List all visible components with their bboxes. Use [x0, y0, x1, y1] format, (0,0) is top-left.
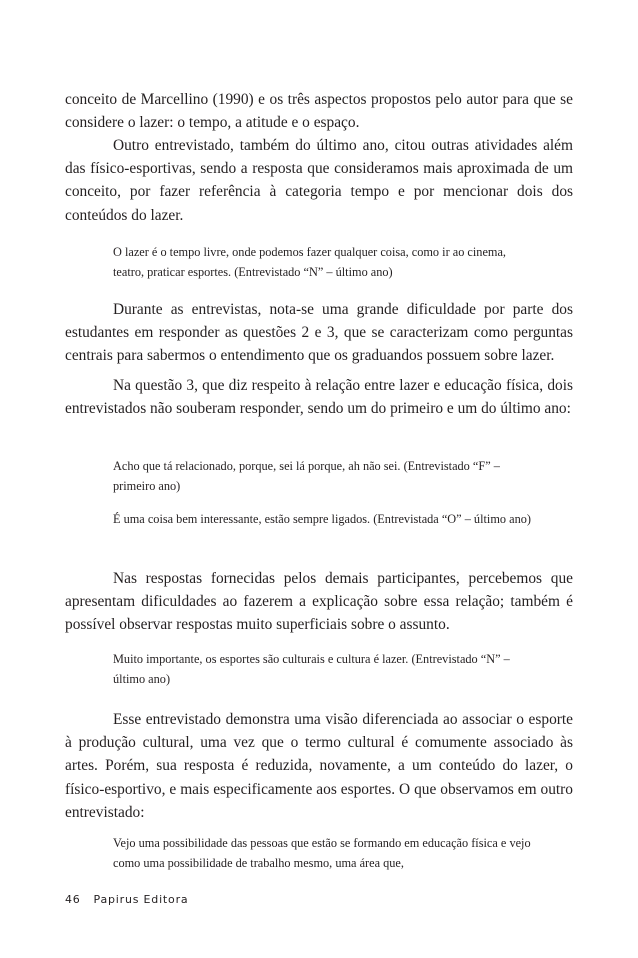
publisher-name: Papirus Editora	[93, 893, 189, 906]
quote-1: O lazer é o tempo livre, onde podemos fazer qualquer coisa, como ir ao cinema, teatro, praticar esportes. (Entrevistado “N” – último ano)	[113, 245, 507, 279]
quote-2: Acho que tá relacionado, porque, sei lá porque, ah não sei. (Entrevistado “F” – primeiro ano)	[113, 459, 500, 493]
paragraph-2: Outro entrevistado, também do último ano, citou outras atividades além das físico-esportivas, sendo a resposta que consideramos mais aproximada de um conceito, por fazer referência à categoria tempo e por mencionar dois dos conteúdos do lazer.	[65, 137, 573, 224]
page-number: 46	[65, 893, 81, 906]
quote-5: Vejo uma possibilidade das pessoas que estão se formando em educação física e vejo como uma possibilidade de trabalho mesmo, uma área que,	[113, 836, 531, 870]
quote-3: É uma coisa bem interessante, estão sempre ligados. (Entrevistada “O” – último ano)	[113, 512, 531, 526]
quote-4: Muito importante, os esportes são culturais e cultura é lazer. (Entrevistado “N” – último ano)	[113, 652, 510, 686]
paragraph-1: conceito de Marcellino (1990) e os três aspectos propostos pelo autor para que se considere o lazer: o tempo, a atitude e o espaço.	[65, 91, 573, 132]
paragraph-6: Esse entrevistado demonstra uma visão diferenciada ao associar o esporte à produção cultural, uma vez que o termo cultural é comumente associado às artes. Porém, sua resposta é reduzida, novamente, a um conteúdo do lazer, o físico-esportivo, e mais especificamente aos esportes. O que observamos em outro entrevistado:	[65, 711, 573, 821]
paragraph-3: Durante as entrevistas, nota-se uma grande dificuldade por parte dos estudantes em responder as questões 2 e 3, que se caracterizam como perguntas centrais para sabermos o entendimento que os graduandos possuem sobre lazer.	[65, 301, 573, 365]
page-footer	[65, 893, 188, 906]
paragraph-5: Nas respostas fornecidas pelos demais participantes, percebemos que apresentam dificuldades ao fazerem a explicação sobre essa relação; também é possível observar respostas muito superficiais sobre o assunto.	[65, 570, 573, 634]
paragraph-4: Na questão 3, que diz respeito à relação entre lazer e educação física, dois entrevistados não souberam responder, sendo um do primeiro e um do último ano:	[65, 377, 573, 418]
